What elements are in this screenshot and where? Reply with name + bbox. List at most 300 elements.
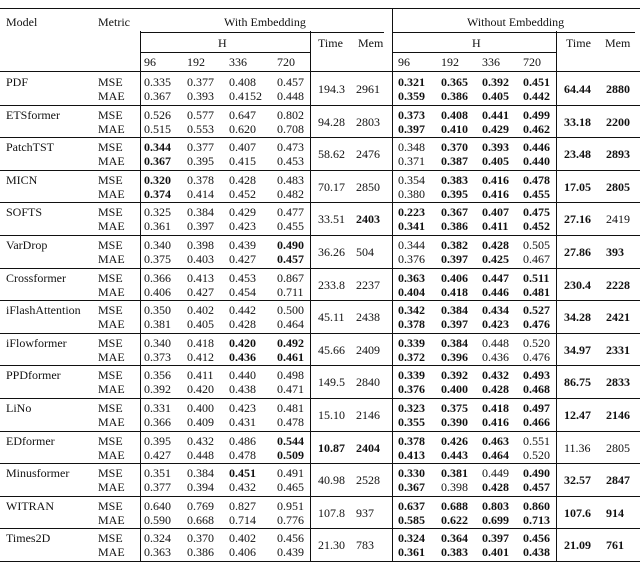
- value-with-embedding: 0.325: [144, 205, 171, 220]
- metric-label: MSE: [98, 172, 123, 187]
- value-without-embedding: 0.452: [523, 219, 550, 234]
- value-without-embedding: 0.446: [482, 284, 509, 299]
- value-with-embedding: 0.423: [229, 401, 256, 415]
- model-name: PatchTST: [6, 140, 54, 155]
- value-with-embedding: 0.377: [187, 75, 214, 89]
- metric-label: MAE: [98, 186, 125, 201]
- header-horizon-wo: 336: [482, 55, 500, 69]
- value-with-embedding: 0.340: [144, 335, 171, 350]
- time-with-embedding: 194.3: [318, 82, 345, 96]
- header-mem-with: Mem: [358, 36, 384, 50]
- value-without-embedding: 0.463: [482, 433, 509, 448]
- time-with-embedding: 45.66: [318, 342, 345, 357]
- value-without-embedding: 0.467: [523, 252, 550, 266]
- model-name: iFlowformer: [6, 335, 67, 350]
- value-without-embedding: 0.434: [482, 303, 509, 318]
- value-without-embedding: 0.392: [441, 368, 468, 383]
- time-with-embedding: 15.10: [318, 408, 345, 422]
- value-without-embedding: 0.442: [523, 89, 550, 103]
- value-without-embedding: 0.428: [482, 382, 509, 397]
- value-with-embedding: 0.867: [277, 270, 304, 285]
- row-separator: [0, 300, 640, 301]
- mem-with-embedding: 2840: [356, 375, 380, 390]
- value-with-embedding: 0.432: [229, 480, 256, 495]
- value-without-embedding: 0.382: [441, 238, 468, 252]
- value-without-embedding: 0.355: [398, 415, 425, 429]
- metric-label: MAE: [98, 349, 125, 364]
- value-with-embedding: 0.428: [229, 172, 256, 187]
- value-without-embedding: 0.428: [482, 238, 509, 252]
- value-with-embedding: 0.448: [187, 447, 214, 462]
- value-without-embedding: 0.342: [398, 303, 425, 318]
- value-with-embedding: 0.324: [144, 531, 171, 546]
- value-with-embedding: 0.344: [144, 140, 171, 155]
- metric-label: MSE: [98, 433, 123, 448]
- value-with-embedding: 0.482: [277, 186, 304, 201]
- value-with-embedding: 0.951: [277, 498, 304, 513]
- value-without-embedding: 0.436: [482, 349, 509, 364]
- value-with-embedding: 0.708: [277, 121, 304, 136]
- value-with-embedding: 0.412: [187, 349, 214, 364]
- mem-with-embedding: 2438: [356, 310, 380, 325]
- value-without-embedding: 0.372: [398, 349, 425, 364]
- value-with-embedding: 0.486: [229, 433, 256, 448]
- time-with-embedding: 70.17: [318, 179, 345, 194]
- value-without-embedding: 0.363: [398, 270, 425, 285]
- header-bottom-rule: [0, 71, 640, 72]
- value-with-embedding: 0.802: [277, 107, 304, 122]
- value-without-embedding: 0.392: [482, 75, 509, 89]
- value-with-embedding: 0.442: [229, 303, 256, 318]
- metric-label: MSE: [98, 335, 123, 350]
- value-with-embedding: 0.407: [229, 140, 256, 155]
- mem-without-embedding: 2419: [606, 212, 630, 227]
- model-name: PPDformer: [6, 368, 61, 383]
- model-name: VarDrop: [6, 238, 48, 252]
- top-rule: [0, 8, 640, 9]
- value-with-embedding: 0.440: [229, 368, 256, 383]
- value-without-embedding: 0.432: [482, 368, 509, 383]
- value-without-embedding: 0.429: [482, 121, 509, 136]
- metric-label: MAE: [98, 415, 125, 429]
- mem-without-embedding: 2805: [606, 179, 630, 194]
- value-without-embedding: 0.418: [482, 401, 509, 415]
- value-without-embedding: 0.622: [441, 512, 468, 527]
- metric-label: MSE: [98, 75, 123, 89]
- metric-label: MSE: [98, 498, 123, 513]
- time-without-embedding: 64.44: [564, 82, 591, 96]
- value-without-embedding: 0.397: [441, 252, 468, 266]
- value-without-embedding: 0.408: [441, 107, 468, 122]
- value-with-embedding: 0.411: [187, 368, 214, 383]
- model-name: MICN: [6, 172, 38, 187]
- mem-with-embedding: 2850: [356, 179, 380, 194]
- header-time-with: Time: [318, 36, 343, 50]
- value-with-embedding: 0.427: [144, 447, 171, 462]
- row-separator: [0, 137, 640, 138]
- value-with-embedding: 0.397: [187, 219, 214, 234]
- value-with-embedding: 0.473: [277, 140, 304, 155]
- value-without-embedding: 0.493: [523, 368, 550, 383]
- time-without-embedding: 34.28: [564, 310, 591, 325]
- row-separator: [0, 365, 640, 366]
- value-with-embedding: 0.448: [277, 89, 304, 103]
- header-horizon-w: 192: [187, 55, 205, 69]
- value-with-embedding: 0.393: [187, 89, 214, 103]
- value-without-embedding: 0.397: [441, 317, 468, 332]
- model-name: iFlashAttention: [6, 303, 81, 318]
- mem-without-embedding: 761: [606, 538, 624, 553]
- value-with-embedding: 0.429: [229, 205, 256, 220]
- value-with-embedding: 0.515: [144, 121, 171, 136]
- metric-label: MSE: [98, 140, 123, 155]
- value-with-embedding: 0.373: [144, 349, 171, 364]
- value-without-embedding: 0.476: [523, 317, 550, 332]
- header-horizon-wo: 192: [441, 55, 459, 69]
- value-without-embedding: 0.585: [398, 512, 425, 527]
- value-with-embedding: 0.454: [229, 284, 256, 299]
- value-without-embedding: 0.490: [523, 466, 550, 481]
- value-without-embedding: 0.456: [523, 531, 550, 546]
- value-without-embedding: 0.464: [482, 447, 509, 462]
- value-with-embedding: 0.427: [187, 284, 214, 299]
- value-without-embedding: 0.411: [482, 219, 509, 234]
- value-without-embedding: 0.455: [523, 186, 550, 201]
- value-without-embedding: 0.367: [441, 205, 468, 220]
- value-with-embedding: 0.452: [229, 186, 256, 201]
- value-without-embedding: 0.398: [441, 480, 468, 495]
- row-separator: [0, 333, 640, 334]
- value-with-embedding: 0.406: [144, 284, 171, 299]
- value-with-embedding: 0.827: [229, 498, 256, 513]
- value-with-embedding: 0.498: [277, 368, 304, 383]
- value-without-embedding: 0.405: [482, 89, 509, 103]
- value-without-embedding: 0.448: [482, 335, 509, 350]
- value-without-embedding: 0.370: [441, 140, 468, 155]
- header-metric: Metric: [98, 15, 130, 29]
- value-with-embedding: 0.361: [144, 219, 171, 234]
- time-without-embedding: 11.36: [564, 440, 591, 455]
- value-with-embedding: 0.471: [277, 382, 304, 397]
- value-with-embedding: 0.711: [277, 284, 304, 299]
- value-without-embedding: 0.520: [523, 335, 550, 350]
- time-with-embedding: 40.98: [318, 473, 345, 488]
- row-separator: [0, 463, 640, 464]
- value-without-embedding: 0.416: [482, 415, 509, 429]
- metric-label: MSE: [98, 238, 123, 252]
- value-with-embedding: 0.375: [144, 252, 171, 266]
- time-with-embedding: 94.28: [318, 114, 345, 129]
- value-with-embedding: 0.370: [187, 531, 214, 546]
- value-without-embedding: 0.451: [523, 75, 550, 89]
- value-with-embedding: 0.405: [187, 317, 214, 332]
- metric-label: MSE: [98, 270, 123, 285]
- value-with-embedding: 0.776: [277, 512, 304, 527]
- time-without-embedding: 27.86: [564, 245, 591, 259]
- metric-label: MSE: [98, 368, 123, 383]
- value-with-embedding: 0.351: [144, 466, 171, 481]
- header-model: Model: [6, 15, 38, 29]
- row-separator: [0, 235, 640, 236]
- value-with-embedding: 0.526: [144, 107, 171, 122]
- row-separator: [0, 202, 640, 203]
- value-without-embedding: 0.440: [523, 154, 550, 169]
- h-rule-without: [392, 52, 556, 53]
- header-h-with: H: [218, 36, 227, 50]
- metric-label: MAE: [98, 252, 125, 266]
- without-embedding-rule: [392, 32, 635, 33]
- value-without-embedding: 0.384: [441, 335, 468, 350]
- value-with-embedding: 0.366: [144, 270, 171, 285]
- value-without-embedding: 0.373: [398, 107, 425, 122]
- time-without-embedding: 33.18: [564, 114, 591, 129]
- value-with-embedding: 0.366: [144, 415, 171, 429]
- value-without-embedding: 0.428: [482, 480, 509, 495]
- row-separator: [0, 496, 640, 497]
- value-with-embedding: 0.415: [229, 154, 256, 169]
- value-with-embedding: 0.590: [144, 512, 171, 527]
- value-without-embedding: 0.713: [523, 512, 550, 527]
- without-time-divider: [556, 31, 557, 561]
- metric-label: MSE: [98, 107, 123, 122]
- metric-label: MAE: [98, 317, 125, 332]
- mem-without-embedding: 2805: [606, 440, 630, 455]
- model-name: Times2D: [6, 531, 51, 546]
- row-separator: [0, 268, 640, 269]
- value-without-embedding: 0.364: [441, 531, 468, 546]
- mem-without-embedding: 2421: [606, 310, 630, 325]
- value-with-embedding: 0.394: [187, 480, 214, 495]
- value-with-embedding: 0.384: [187, 205, 214, 220]
- row-separator: [0, 398, 640, 399]
- value-with-embedding: 0.378: [187, 172, 214, 187]
- value-with-embedding: 0.431: [229, 415, 256, 429]
- value-with-embedding: 0.400: [187, 401, 214, 415]
- mem-without-embedding: 2893: [606, 147, 630, 162]
- value-with-embedding: 0.453: [229, 270, 256, 285]
- value-with-embedding: 0.455: [277, 219, 304, 234]
- value-with-embedding: 0.423: [229, 219, 256, 234]
- time-without-embedding: 21.09: [564, 538, 591, 553]
- metric-label: MSE: [98, 401, 123, 415]
- value-with-embedding: 0.406: [229, 545, 256, 560]
- value-without-embedding: 0.339: [398, 335, 425, 350]
- value-with-embedding: 0.457: [277, 75, 304, 89]
- value-with-embedding: 0.477: [277, 205, 304, 220]
- time-without-embedding: 23.48: [564, 147, 591, 162]
- time-with-embedding: 149.5: [318, 375, 345, 390]
- value-without-embedding: 0.520: [523, 447, 550, 462]
- value-without-embedding: 0.699: [482, 512, 509, 527]
- value-with-embedding: 0.335: [144, 75, 171, 89]
- value-without-embedding: 0.466: [523, 415, 550, 429]
- model-name: SOFTS: [6, 205, 43, 220]
- value-without-embedding: 0.446: [523, 140, 550, 155]
- time-without-embedding: 27.16: [564, 212, 591, 227]
- value-without-embedding: 0.344: [398, 238, 425, 252]
- value-with-embedding: 0.386: [187, 545, 214, 560]
- metric-label: MAE: [98, 480, 125, 495]
- value-with-embedding: 0.367: [144, 154, 171, 169]
- value-with-embedding: 0.714: [229, 512, 256, 527]
- value-without-embedding: 0.481: [523, 284, 550, 299]
- metric-label: MSE: [98, 303, 123, 318]
- header-horizon-wo: 96: [398, 55, 410, 69]
- mem-without-embedding: 2228: [606, 277, 630, 292]
- header-mem-without: Mem: [605, 36, 631, 50]
- model-name: Crossformer: [6, 270, 66, 285]
- value-with-embedding: 0.432: [187, 433, 214, 448]
- header-time-without: Time: [566, 36, 591, 50]
- value-without-embedding: 0.527: [523, 303, 550, 318]
- value-without-embedding: 0.397: [398, 121, 425, 136]
- metric-label: MSE: [98, 466, 123, 481]
- time-without-embedding: 107.6: [564, 505, 591, 520]
- row-separator: [0, 528, 640, 529]
- metric-label: MAE: [98, 89, 125, 103]
- row-separator: [0, 105, 640, 106]
- value-without-embedding: 0.803: [482, 498, 509, 513]
- value-without-embedding: 0.381: [441, 466, 468, 481]
- mem-with-embedding: 2803: [356, 114, 380, 129]
- value-with-embedding: 0.620: [229, 121, 256, 136]
- value-without-embedding: 0.505: [523, 238, 550, 252]
- value-with-embedding: 0.377: [187, 140, 214, 155]
- value-with-embedding: 0.456: [277, 531, 304, 546]
- value-without-embedding: 0.401: [482, 545, 509, 560]
- value-without-embedding: 0.416: [482, 172, 509, 187]
- value-with-embedding: 0.402: [229, 531, 256, 546]
- value-with-embedding: 0.483: [277, 172, 304, 187]
- value-without-embedding: 0.410: [441, 121, 468, 136]
- value-with-embedding: 0.544: [277, 433, 304, 448]
- value-with-embedding: 0.427: [229, 252, 256, 266]
- value-with-embedding: 0.331: [144, 401, 171, 415]
- value-with-embedding: 0.398: [187, 238, 214, 252]
- value-without-embedding: 0.341: [398, 219, 425, 234]
- metric-label: MAE: [98, 382, 125, 397]
- value-without-embedding: 0.380: [398, 186, 425, 201]
- value-with-embedding: 0.769: [187, 498, 214, 513]
- value-without-embedding: 0.395: [441, 186, 468, 201]
- time-without-embedding: 12.47: [564, 408, 591, 422]
- value-without-embedding: 0.330: [398, 466, 425, 481]
- value-without-embedding: 0.400: [441, 382, 468, 397]
- metric-label: MAE: [98, 447, 125, 462]
- metric-label: MAE: [98, 219, 125, 234]
- value-with-embedding: 0.403: [187, 252, 214, 266]
- value-without-embedding: 0.348: [398, 140, 425, 155]
- value-without-embedding: 0.223: [398, 205, 425, 220]
- time-with-embedding: 107.8: [318, 505, 345, 520]
- metric-label: MAE: [98, 284, 125, 299]
- value-without-embedding: 0.407: [482, 205, 509, 220]
- mem-without-embedding: 393: [606, 245, 624, 259]
- value-with-embedding: 0.409: [187, 415, 214, 429]
- model-name: ETSformer: [6, 107, 60, 122]
- header-with-embedding: With Embedding: [224, 15, 306, 29]
- value-without-embedding: 0.413: [398, 447, 425, 462]
- value-with-embedding: 0.438: [229, 382, 256, 397]
- value-without-embedding: 0.418: [441, 284, 468, 299]
- value-without-embedding: 0.324: [398, 531, 425, 546]
- value-with-embedding: 0.478: [277, 415, 304, 429]
- value-with-embedding: 0.363: [144, 545, 171, 560]
- value-without-embedding: 0.438: [523, 545, 550, 560]
- model-name: PDF: [6, 75, 29, 89]
- value-without-embedding: 0.688: [441, 498, 468, 513]
- value-without-embedding: 0.387: [441, 154, 468, 169]
- value-without-embedding: 0.441: [482, 107, 509, 122]
- metric-label: MAE: [98, 545, 125, 560]
- mem-with-embedding: 2961: [356, 82, 380, 96]
- mem-with-embedding: 2404: [356, 440, 380, 455]
- mem-with-embedding: 2146: [356, 408, 380, 422]
- time-with-embedding: 33.51: [318, 212, 345, 227]
- value-without-embedding: 0.423: [482, 317, 509, 332]
- value-without-embedding: 0.396: [441, 349, 468, 364]
- value-without-embedding: 0.475: [523, 205, 550, 220]
- value-with-embedding: 0.461: [277, 349, 304, 364]
- value-without-embedding: 0.637: [398, 498, 425, 513]
- value-without-embedding: 0.397: [482, 531, 509, 546]
- value-without-embedding: 0.478: [523, 172, 550, 187]
- value-without-embedding: 0.386: [441, 89, 468, 103]
- time-with-embedding: 58.62: [318, 147, 345, 162]
- mem-without-embedding: 2200: [606, 114, 630, 129]
- mem-with-embedding: 2528: [356, 473, 380, 488]
- value-with-embedding: 0.350: [144, 303, 171, 318]
- time-without-embedding: 17.05: [564, 179, 591, 194]
- value-with-embedding: 0.320: [144, 172, 171, 187]
- left-value-divider: [140, 31, 141, 561]
- model-name: EDformer: [6, 433, 55, 448]
- value-without-embedding: 0.449: [482, 466, 509, 481]
- value-with-embedding: 0.414: [187, 186, 214, 201]
- value-with-embedding: 0.439: [277, 545, 304, 560]
- header-horizon-wo: 720: [523, 55, 541, 69]
- mem-with-embedding: 783: [356, 538, 374, 553]
- value-without-embedding: 0.376: [398, 252, 425, 266]
- model-name: WITRAN: [6, 498, 54, 513]
- time-with-embedding: 21.30: [318, 538, 345, 553]
- value-without-embedding: 0.361: [398, 545, 425, 560]
- value-without-embedding: 0.378: [398, 317, 425, 332]
- value-without-embedding: 0.497: [523, 401, 550, 415]
- mem-without-embedding: 2833: [606, 375, 630, 390]
- mem-without-embedding: 914: [606, 505, 624, 520]
- value-without-embedding: 0.416: [482, 186, 509, 201]
- time-without-embedding: 86.75: [564, 375, 591, 390]
- value-with-embedding: 0.553: [187, 121, 214, 136]
- value-with-embedding: 0.356: [144, 368, 171, 383]
- value-with-embedding: 0.481: [277, 401, 304, 415]
- value-with-embedding: 0.465: [277, 480, 304, 495]
- value-without-embedding: 0.383: [441, 172, 468, 187]
- time-without-embedding: 34.97: [564, 342, 591, 357]
- row-separator: [0, 170, 640, 171]
- row-separator: [0, 431, 640, 432]
- value-with-embedding: 0.439: [229, 238, 256, 252]
- mem-without-embedding: 2331: [606, 342, 630, 357]
- value-without-embedding: 0.426: [441, 433, 468, 448]
- value-without-embedding: 0.375: [441, 401, 468, 415]
- value-with-embedding: 0.420: [229, 335, 256, 350]
- value-with-embedding: 0.640: [144, 498, 171, 513]
- value-with-embedding: 0.453: [277, 154, 304, 169]
- value-with-embedding: 0.392: [144, 382, 171, 397]
- value-without-embedding: 0.404: [398, 284, 425, 299]
